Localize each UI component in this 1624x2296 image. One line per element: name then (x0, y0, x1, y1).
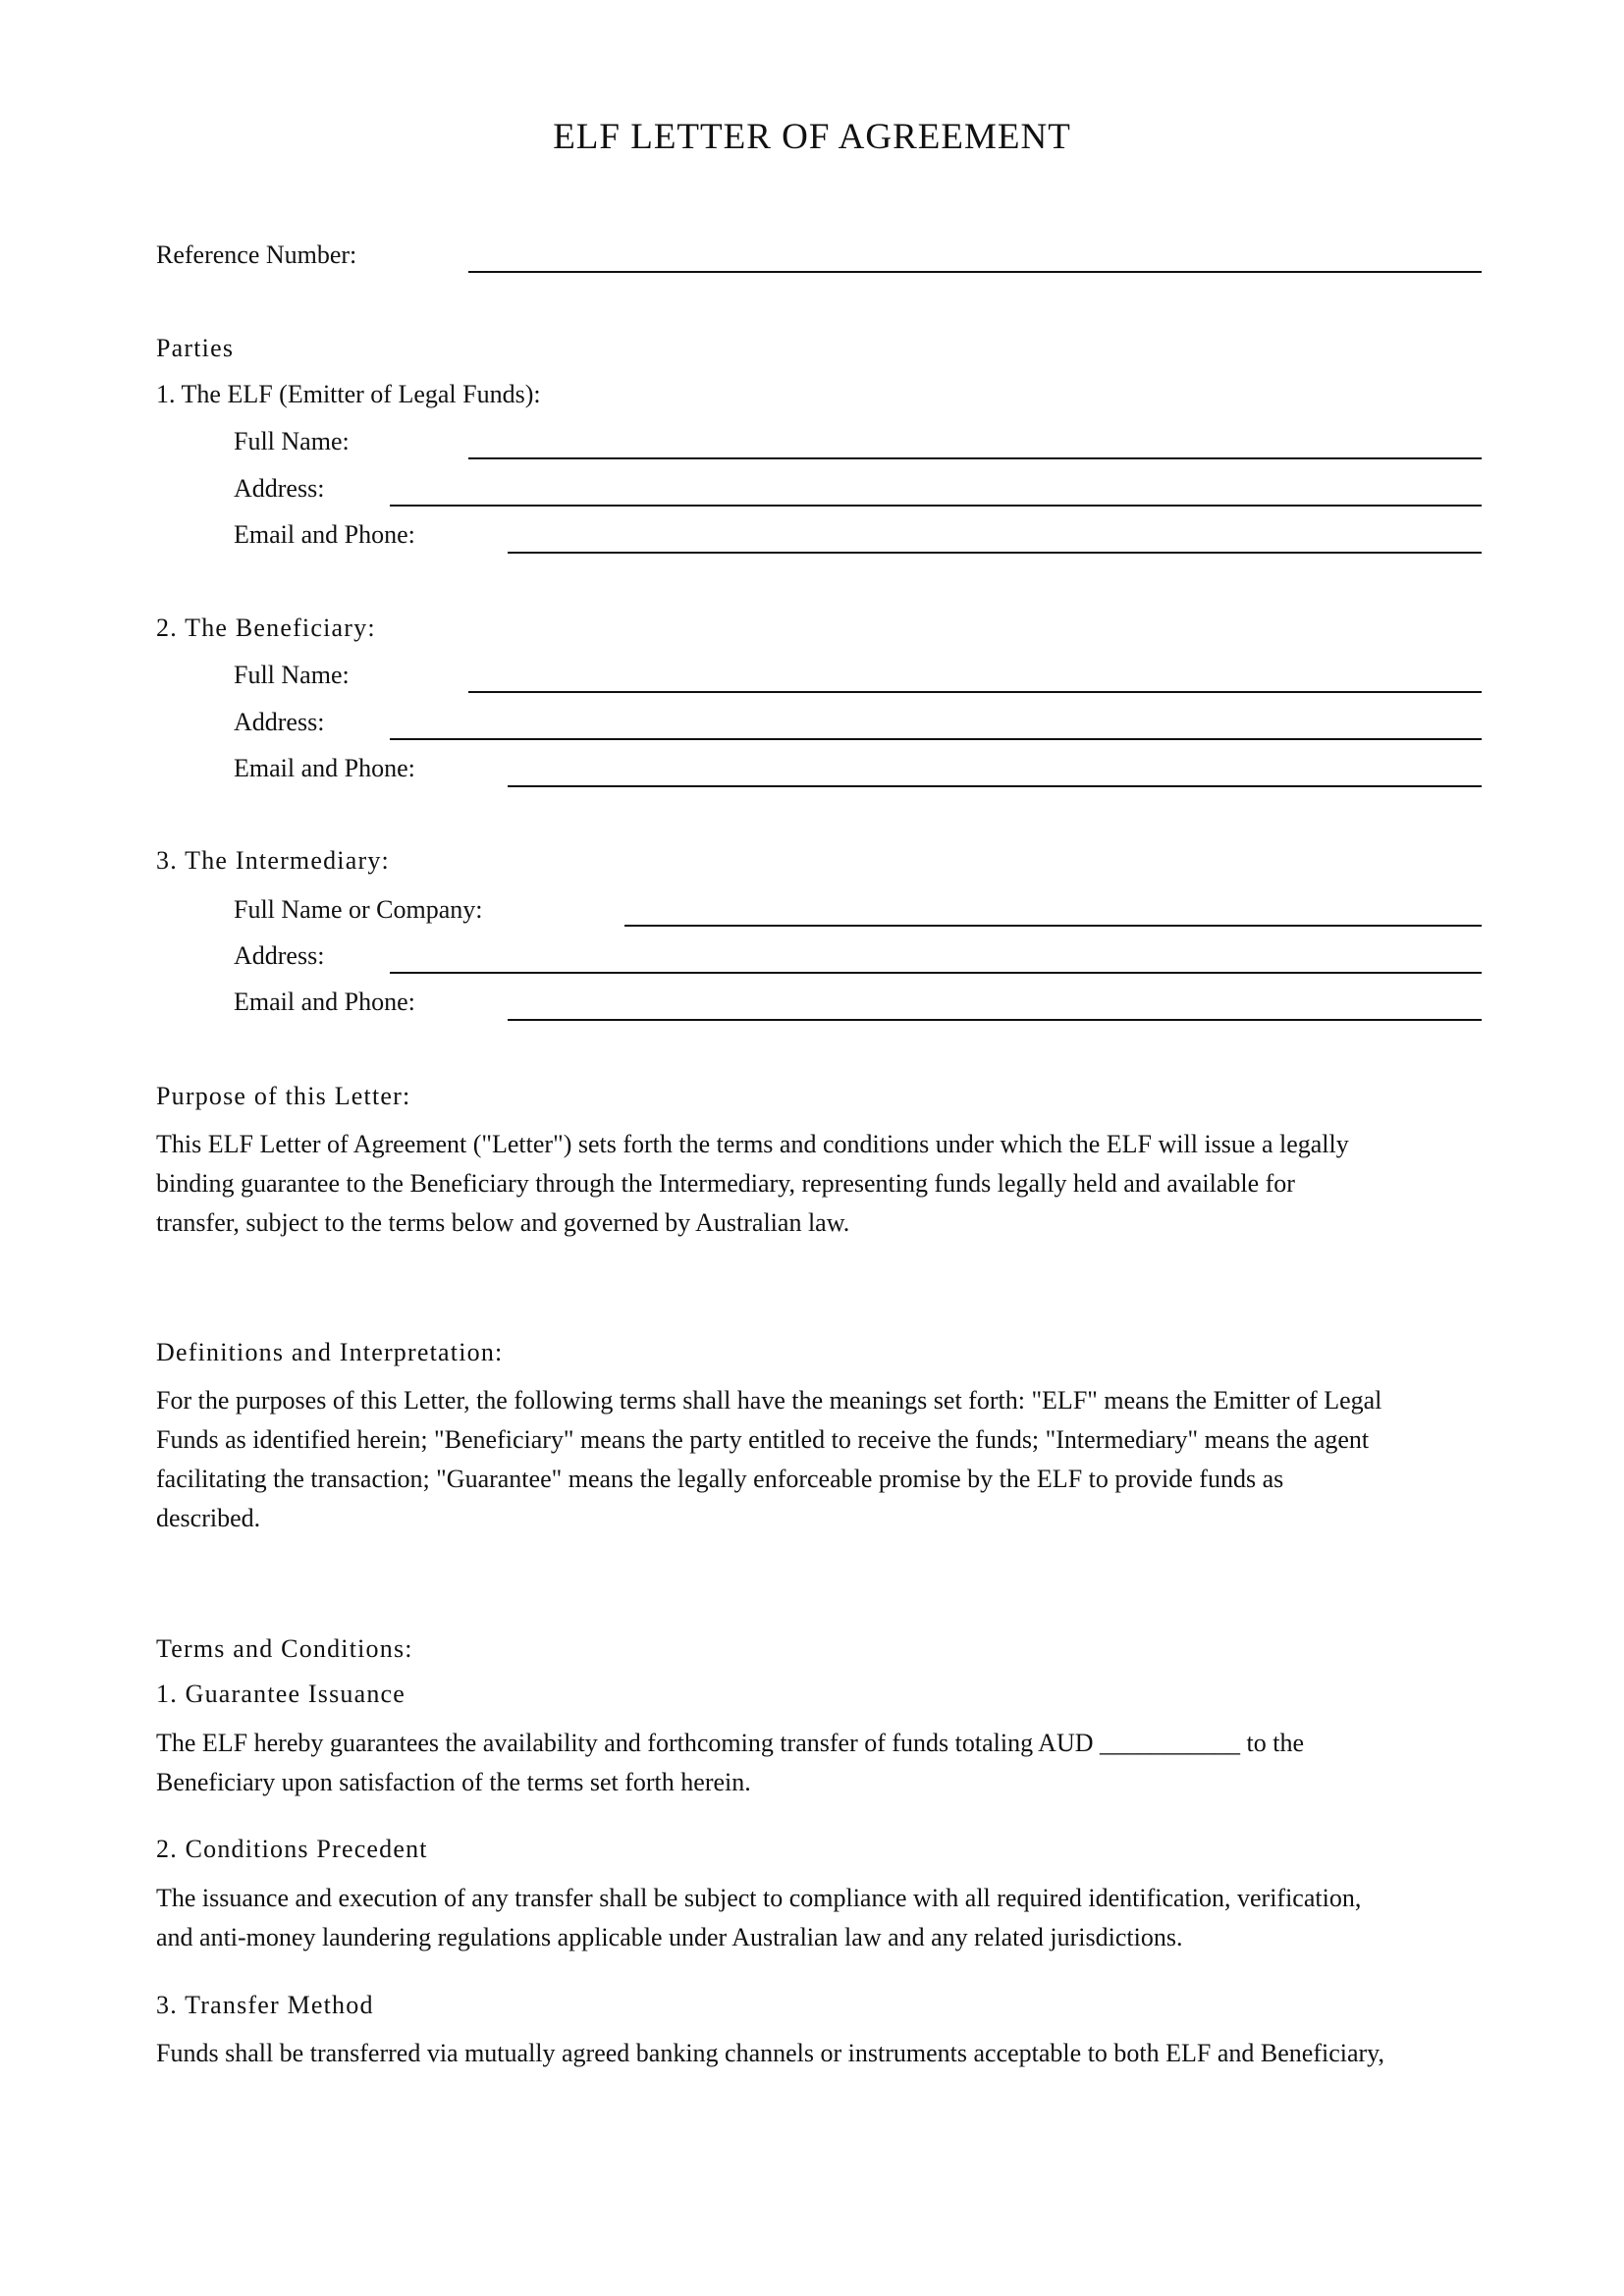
purpose-paragraph (156, 1125, 1484, 1243)
party3-full-name-field[interactable] (624, 925, 1482, 927)
party3-address-label: Address: (234, 941, 325, 970)
reference-number-field[interactable] (468, 271, 1482, 273)
reference-number-label: Reference Number: (156, 240, 357, 269)
clause1-line: The ELF hereby guarantees the availability and forthcoming transfer of funds totaling AUD ___________ to the (156, 1729, 1304, 1757)
definitions-line: For the purposes of this Letter, the following terms shall have the meanings set forth: "ELF" means the Emitter of Legal (156, 1386, 1382, 1415)
party2-email-phone-field[interactable] (508, 785, 1482, 787)
party1-heading: 1. The ELF (Emitter of Legal Funds): (156, 380, 541, 408)
party1-address-field[interactable] (390, 505, 1482, 507)
clause1-line: Beneficiary upon satisfaction of the terms set forth herein. (156, 1768, 751, 1796)
party2-address-field[interactable] (390, 738, 1482, 740)
definitions-heading: Definitions and Interpretation: (156, 1338, 504, 1366)
terms-heading: Terms and Conditions: (156, 1634, 413, 1663)
party2-address-label: Address: (234, 708, 325, 736)
party3-email-phone-label: Email and Phone: (234, 988, 415, 1016)
definitions-line: facilitating the transaction; "Guarantee" means the legally enforceable promise by the ELF to provide funds as (156, 1465, 1284, 1493)
clause2-heading: 2. Conditions Precedent (156, 1835, 428, 1863)
definitions-line: described. (156, 1504, 261, 1532)
clause2-paragraph (156, 1879, 1484, 1957)
purpose-line: transfer, subject to the terms below and governed by Australian law. (156, 1208, 850, 1237)
party1-address-label: Address: (234, 474, 325, 503)
definitions-line: Funds as identified herein; "Beneficiary" means the party entitled to receive the funds; "Intermediary" means the agent (156, 1425, 1370, 1454)
party2-heading: 2. The Beneficiary: (156, 614, 376, 642)
clause2-line: The issuance and execution of any transfer shall be subject to compliance with all required identification, verification, (156, 1884, 1362, 1912)
party1-full-name-field[interactable] (468, 457, 1482, 459)
purpose-heading: Purpose of this Letter: (156, 1082, 411, 1110)
clause1-heading: 1. Guarantee Issuance (156, 1680, 406, 1708)
party1-email-phone-label: Email and Phone: (234, 520, 415, 549)
clause3-paragraph (156, 2034, 1484, 2073)
purpose-line: binding guarantee to the Beneficiary through the Intermediary, representing funds legally held and available for (156, 1169, 1295, 1198)
party2-full-name-label: Full Name: (234, 661, 350, 689)
clause3-line: Funds shall be transferred via mutually agreed banking channels or instruments acceptable to both ELF and Beneficiary, (156, 2039, 1384, 2067)
parties-heading: Parties (156, 334, 235, 362)
party1-email-phone-field[interactable] (508, 552, 1482, 554)
party1-full-name-label: Full Name: (234, 427, 350, 455)
clause2-line: and anti-money laundering regulations applicable under Australian law and any related jurisdictions. (156, 1923, 1183, 1951)
party3-heading: 3. The Intermediary: (156, 846, 390, 875)
party2-full-name-field[interactable] (468, 691, 1482, 693)
party3-email-phone-field[interactable] (508, 1019, 1482, 1021)
clause1-paragraph (156, 1724, 1484, 1802)
definitions-paragraph (156, 1381, 1484, 1538)
document-title: ELF LETTER OF AGREEMENT (553, 117, 1071, 157)
clause3-heading: 3. Transfer Method (156, 1991, 374, 2019)
party3-full-name-label: Full Name or Company: (234, 895, 483, 924)
party3-address-field[interactable] (390, 972, 1482, 974)
party2-email-phone-label: Email and Phone: (234, 754, 415, 782)
purpose-line: This ELF Letter of Agreement ("Letter") sets forth the terms and conditions under which the ELF will issue a legally (156, 1130, 1349, 1158)
